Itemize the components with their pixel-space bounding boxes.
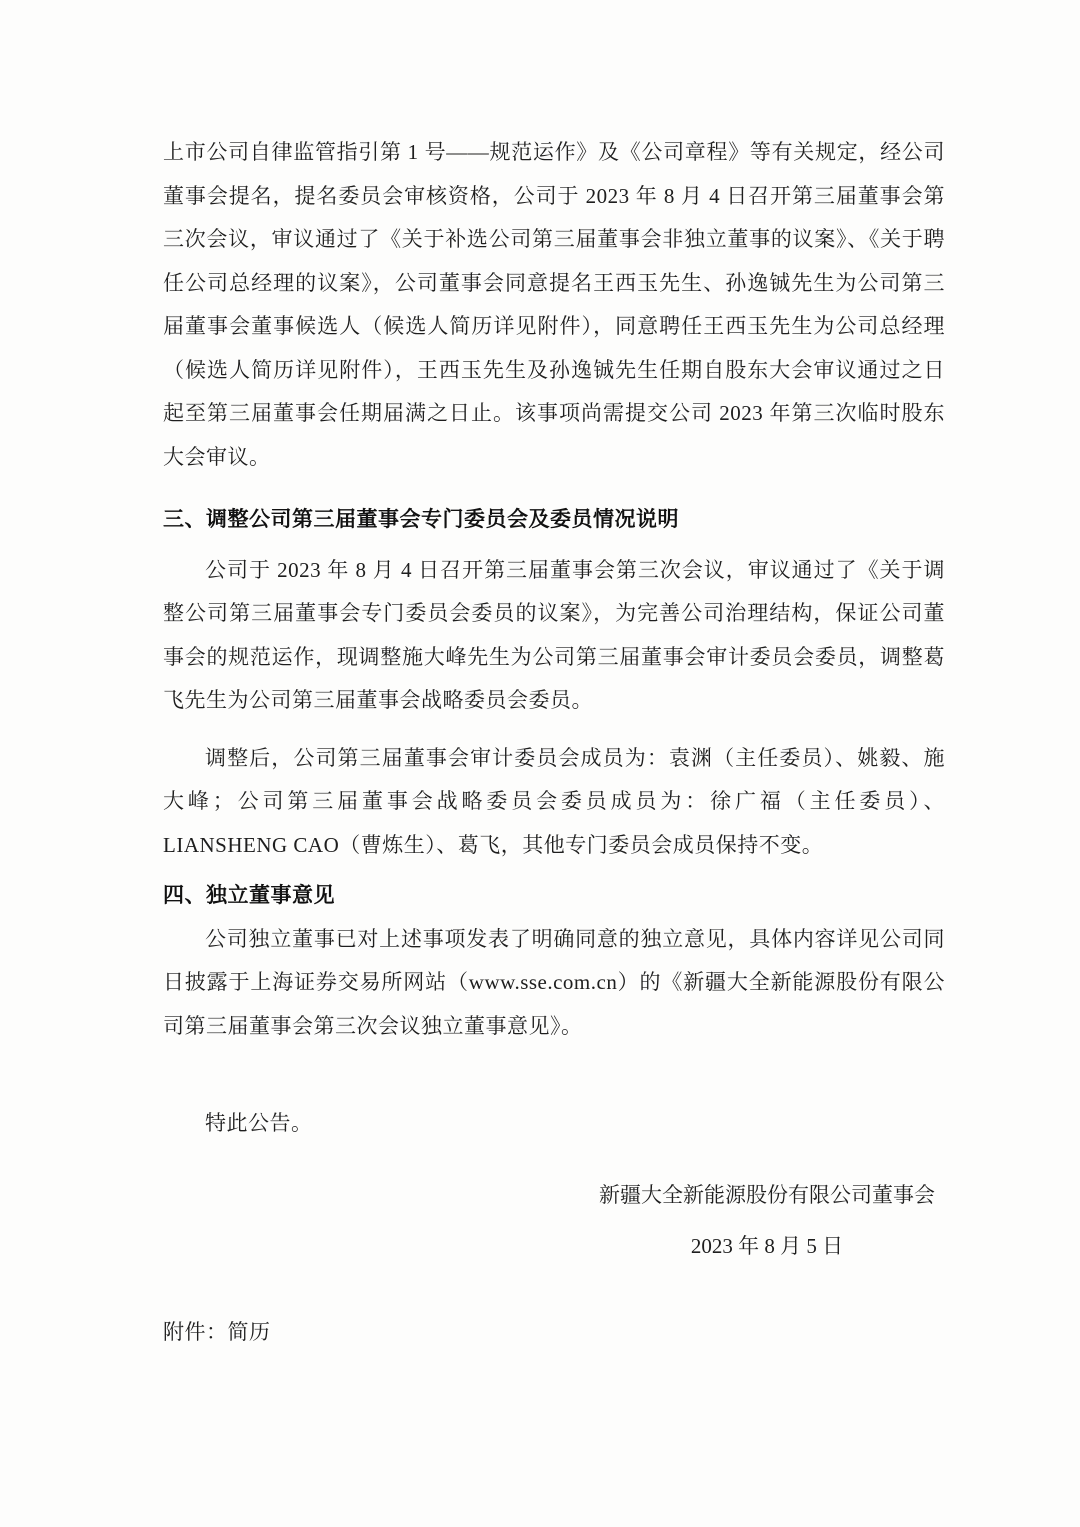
signature-block: [163, 1174, 945, 1269]
attachment-note: 附件：简历: [163, 1319, 271, 1344]
section-heading-4: 四、独立董事意见: [163, 884, 335, 907]
section-heading-3: 三、调整公司第三届董事会专门委员会及委员情况说明: [163, 508, 679, 531]
signature-inner: [599, 1174, 935, 1269]
signature-date: 2023 年 8 月 5 日: [690, 1234, 844, 1258]
continuation-paragraph: 上市公司自律监管指引第 1 号——规范运作》及《公司章程》等有关规定，经公司董事会提名，提名委员会审核资格，公司于 2023 年 8 月 4 日召开第三届董事会第三次会议，审议通过了《关于补选公司第三届董事会非独立董事的议案》、《关于聘任公司总经理的议案》，公司董事会同意提名王西玉先生、孙逸铖先生为公司第三届董事会董事候选人（候选人简历详见附件），同意聘任王西玉先生为公司总经理（候选人简历详见附件），王西玉先生及孙逸铖先生任期自股东大会审议通过之日起至第三届董事会任期届满之日止。该事项尚需提交公司 2023 年第三次临时股东大会审议。: [163, 140, 945, 469]
signature-company: 新疆大全新能源股份有限公司董事会: [599, 1182, 935, 1207]
section3-paragraph-2: 调整后，公司第三届董事会审计委员会成员为：袁渊（主任委员）、姚毅、施大峰；公司第三届董事会战略委员会委员成员为：徐广福（主任委员）、LIANSHENG CAO（曹炼生）、葛飞，其他专门委员会成员保持不变。: [163, 745, 945, 857]
section3-paragraph-1: 公司于 2023 年 8 月 4 日召开第三届董事会第三次会议，审议通过了《关于调整公司第三届董事会专门委员会委员的议案》，为完善公司治理结构，保证公司董事会的规范运作，现调整施大峰先生为公司第三届董事会审计委员会委员，调整葛飞先生为公司第三届董事会战略委员会委员。: [163, 557, 945, 712]
section4-paragraph-1: 公司独立董事已对上述事项发表了明确同意的独立意见，具体内容详见公司同日披露于上海证券交易所网站（www.sse.com.cn）的《新疆大全新能源股份有限公司第三届董事会第三次会议独立董事意见》。: [163, 926, 945, 1038]
closing-announcement: 特此公告。: [205, 1111, 313, 1135]
